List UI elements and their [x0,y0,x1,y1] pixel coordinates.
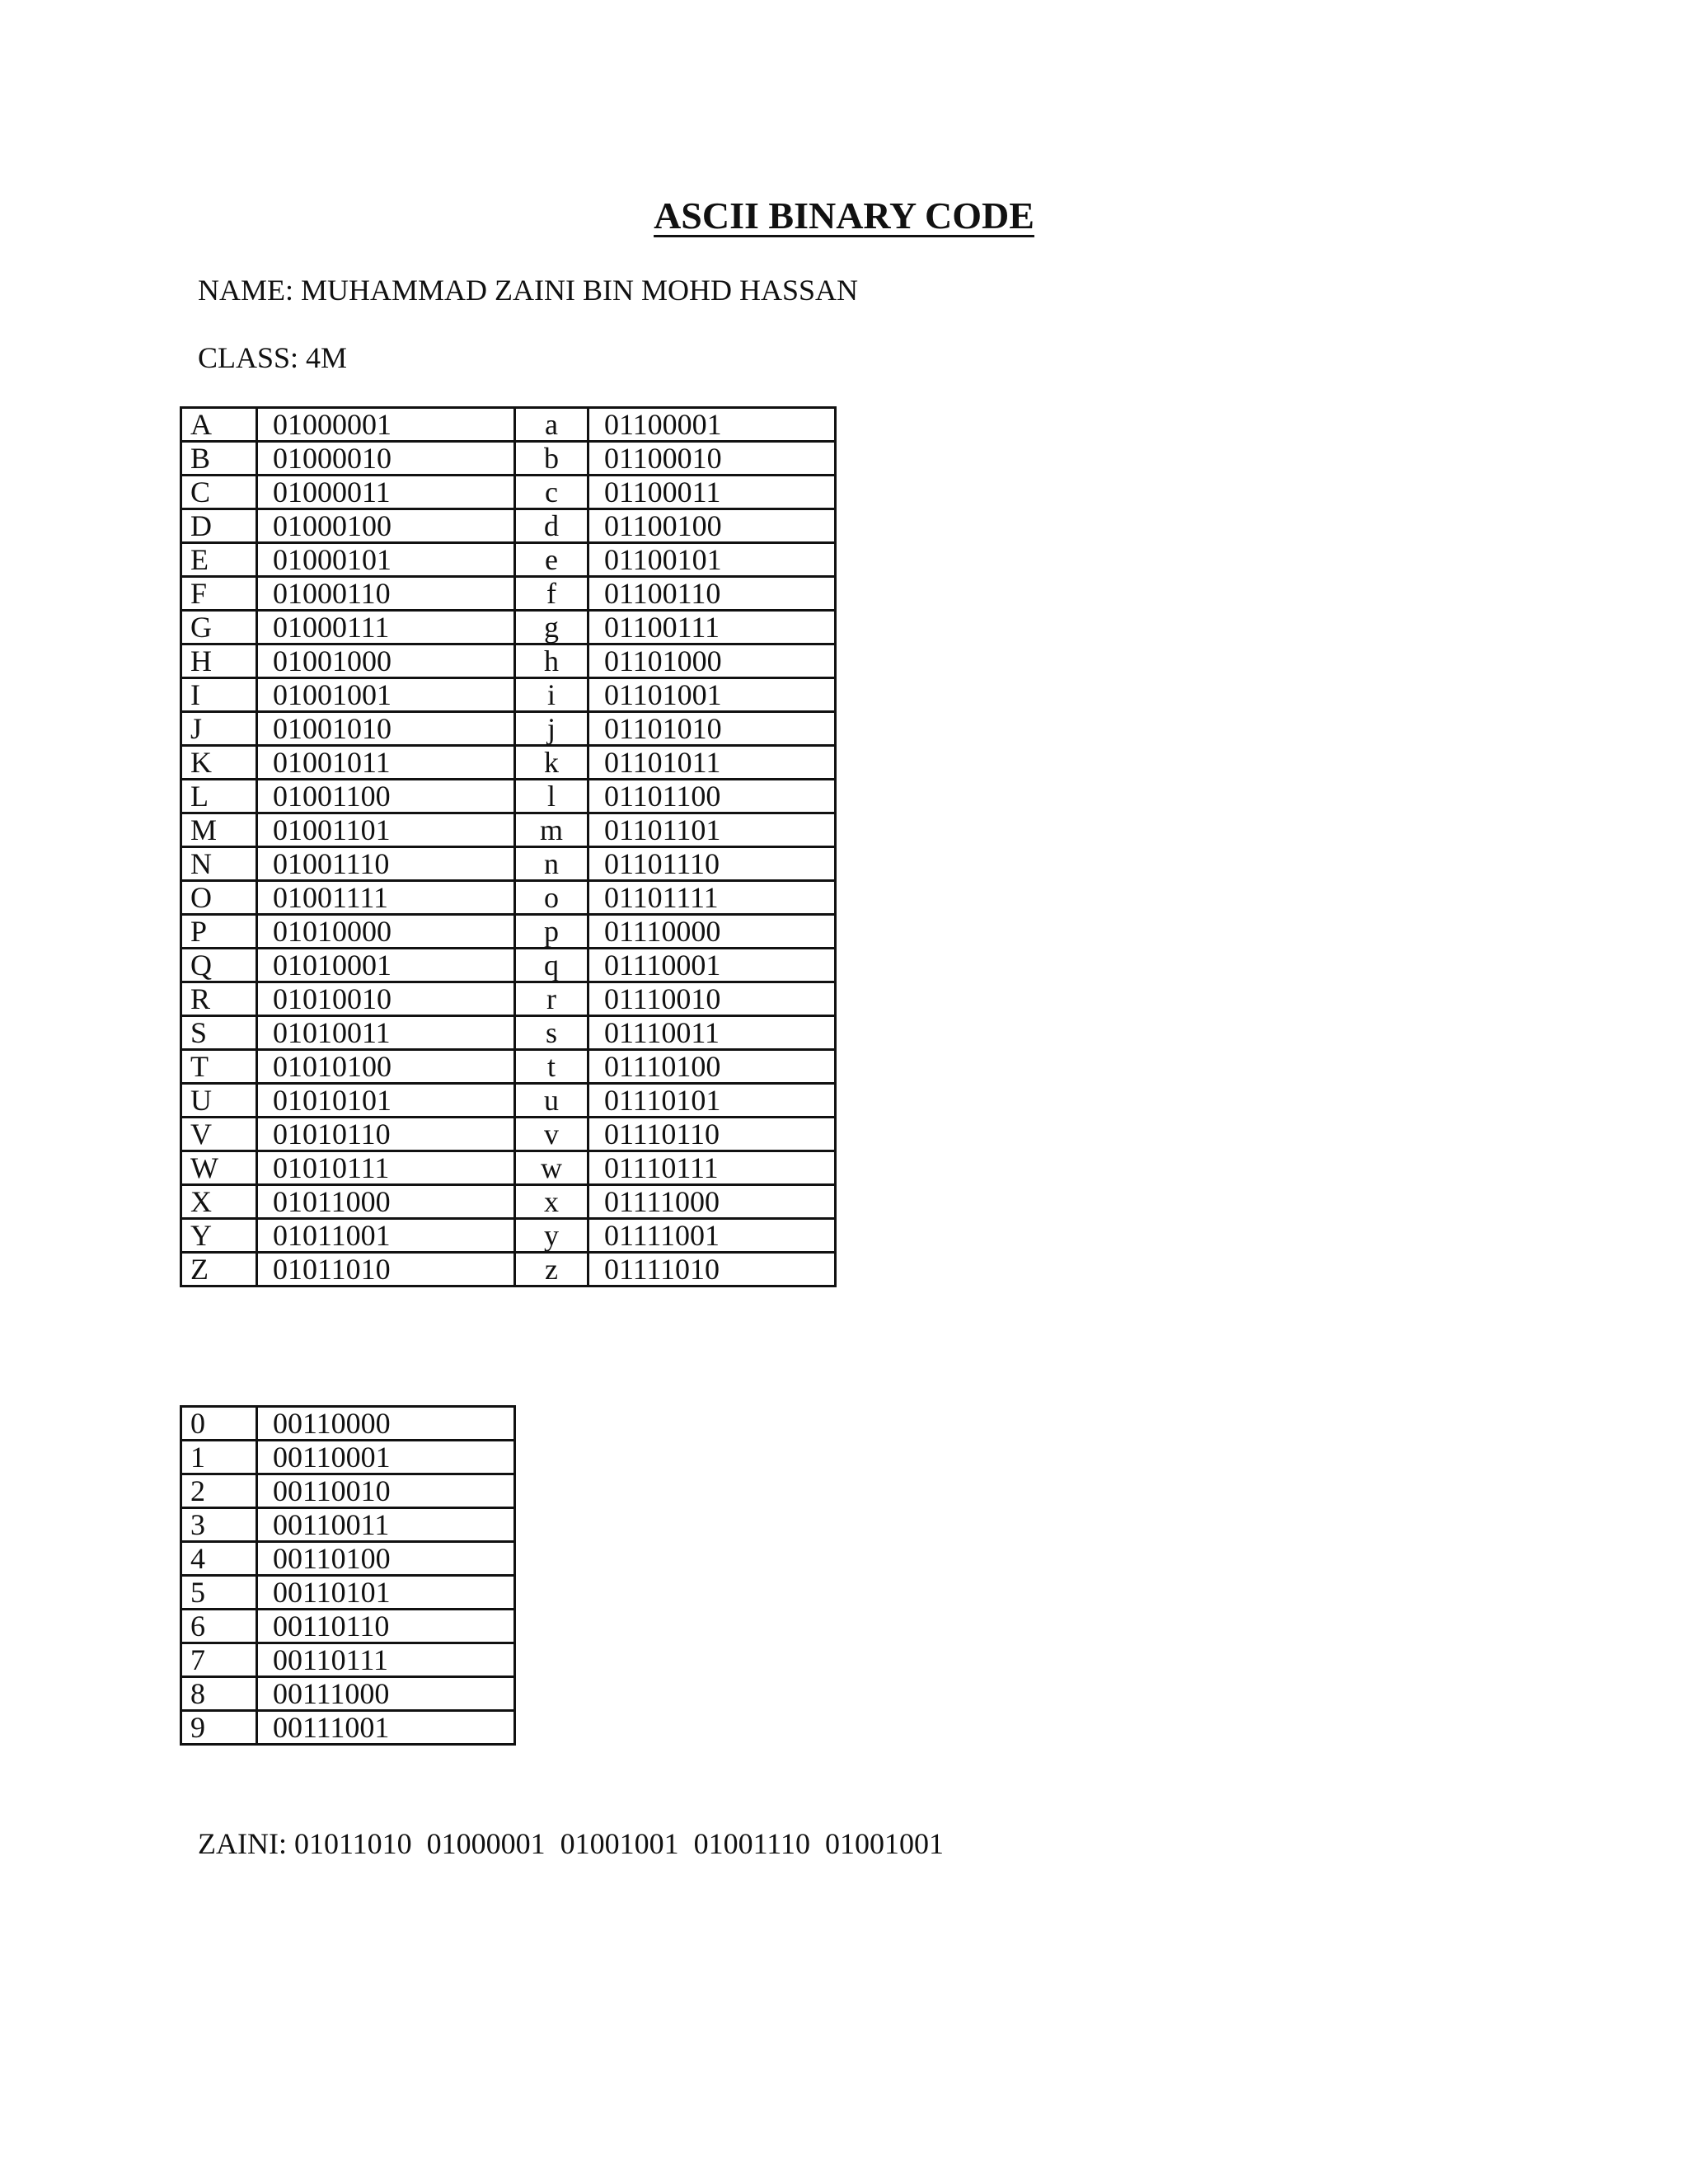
lowercase-code-cell: 01101100 [588,780,836,813]
lowercase-code-cell: 01100100 [588,509,836,543]
lowercase-code-cell: 01101101 [588,813,836,847]
uppercase-letter-cell: B [181,442,257,476]
digit-code-cell: 00110011 [257,1508,515,1542]
lowercase-letter-cell: r [515,982,588,1016]
table-row [181,1050,836,1084]
lowercase-code-cell: 01110010 [588,982,836,1016]
uppercase-letter-cell: K [181,746,257,780]
table-row [181,712,836,746]
table-row [181,408,836,442]
lowercase-code-cell: 01110101 [588,1084,836,1118]
lowercase-code-cell: 01100011 [588,476,836,509]
uppercase-code-cell: 01010010 [257,982,515,1016]
table-row [181,881,836,915]
page-title-text: ASCII BINARY CODE [654,194,1034,237]
lowercase-code-cell: 01111010 [588,1253,836,1286]
lowercase-code-cell: 01100111 [588,611,836,644]
lowercase-code-cell: 01101110 [588,847,836,881]
uppercase-letter-cell: E [181,543,257,577]
digit-code-cell: 00111000 [257,1677,515,1711]
uppercase-code-cell: 01010100 [257,1050,515,1084]
student-name: NAME: MUHAMMAD ZAINI BIN MOHD HASSAN [198,274,859,307]
digit-code-cell: 00110110 [257,1610,515,1643]
table-row [181,1643,515,1677]
table-row [181,1407,515,1441]
uppercase-letter-cell: Z [181,1253,257,1286]
table-row [181,1508,515,1542]
uppercase-code-cell: 01001101 [257,813,515,847]
lowercase-letter-cell: d [515,509,588,543]
digit-cell: 0 [181,1407,257,1441]
table-row [181,1576,515,1610]
lowercase-letter-cell: l [515,780,588,813]
uppercase-code-cell: 01001100 [257,780,515,813]
uppercase-code-cell: 01000101 [257,543,515,577]
uppercase-letter-cell: O [181,881,257,915]
lowercase-code-cell: 01111001 [588,1219,836,1253]
uppercase-code-cell: 01000111 [257,611,515,644]
uppercase-code-cell: 01010101 [257,1084,515,1118]
digit-cell: 1 [181,1441,257,1474]
table-row [181,1253,836,1286]
uppercase-letter-cell: L [181,780,257,813]
uppercase-letter-cell: J [181,712,257,746]
uppercase-letter-cell: I [181,678,257,712]
table-row [181,1084,836,1118]
lowercase-letter-cell: q [515,949,588,982]
lowercase-letter-cell: a [515,408,588,442]
uppercase-code-cell: 01010111 [257,1151,515,1185]
uppercase-letter-cell: R [181,982,257,1016]
uppercase-code-cell: 01000110 [257,577,515,611]
letters-binary-table [180,406,837,1287]
digit-code-cell: 00110101 [257,1576,515,1610]
table-row [181,780,836,813]
lowercase-letter-cell: j [515,712,588,746]
lowercase-code-cell: 01100101 [588,543,836,577]
uppercase-letter-cell: T [181,1050,257,1084]
lowercase-letter-cell: w [515,1151,588,1185]
lowercase-letter-cell: x [515,1185,588,1219]
lowercase-code-cell: 01101000 [588,644,836,678]
uppercase-code-cell: 01011010 [257,1253,515,1286]
table-row [181,442,836,476]
uppercase-code-cell: 01011000 [257,1185,515,1219]
uppercase-letter-cell: H [181,644,257,678]
digit-code-cell: 00110111 [257,1643,515,1677]
table-row [181,949,836,982]
table-row [181,509,836,543]
table-row [181,1016,836,1050]
lowercase-code-cell: 01111000 [588,1185,836,1219]
lowercase-code-cell: 01110000 [588,915,836,949]
uppercase-letter-cell: D [181,509,257,543]
uppercase-code-cell: 01000011 [257,476,515,509]
uppercase-letter-cell: W [181,1151,257,1185]
table-row [181,476,836,509]
digit-code-cell: 00110010 [257,1474,515,1508]
lowercase-letter-cell: m [515,813,588,847]
uppercase-letter-cell: M [181,813,257,847]
uppercase-code-cell: 01001111 [257,881,515,915]
lowercase-code-cell: 01101001 [588,678,836,712]
uppercase-letter-cell: V [181,1118,257,1151]
encoded-name-line: ZAINI: 01011010 01000001 01001001 01001110 01001001 [198,1827,944,1860]
table-row [181,678,836,712]
uppercase-letter-cell: G [181,611,257,644]
lowercase-letter-cell: t [515,1050,588,1084]
uppercase-letter-cell: Y [181,1219,257,1253]
digit-code-cell: 00111001 [257,1711,515,1745]
digit-cell: 6 [181,1610,257,1643]
table-row [181,847,836,881]
table-row [181,915,836,949]
uppercase-code-cell: 01000100 [257,509,515,543]
page-title [0,191,1688,241]
digit-cell: 3 [181,1508,257,1542]
uppercase-code-cell: 01010001 [257,949,515,982]
lowercase-letter-cell: b [515,442,588,476]
uppercase-letter-cell: X [181,1185,257,1219]
student-class: CLASS: 4M [198,341,348,374]
table-row [181,813,836,847]
lowercase-letter-cell: k [515,746,588,780]
table-row [181,1474,515,1508]
table-row [181,1677,515,1711]
table-row [181,1711,515,1745]
lowercase-letter-cell: g [515,611,588,644]
digit-code-cell: 00110001 [257,1441,515,1474]
lowercase-code-cell: 01110100 [588,1050,836,1084]
lowercase-letter-cell: y [515,1219,588,1253]
lowercase-letter-cell: i [515,678,588,712]
uppercase-code-cell: 01001010 [257,712,515,746]
lowercase-letter-cell: s [515,1016,588,1050]
uppercase-letter-cell: P [181,915,257,949]
digit-cell: 7 [181,1643,257,1677]
lowercase-letter-cell: e [515,543,588,577]
digit-code-cell: 00110100 [257,1542,515,1576]
digit-code-cell: 00110000 [257,1407,515,1441]
table-row [181,644,836,678]
table-row [181,543,836,577]
lowercase-letter-cell: f [515,577,588,611]
uppercase-code-cell: 01001011 [257,746,515,780]
lowercase-code-cell: 01100110 [588,577,836,611]
uppercase-letter-cell: A [181,408,257,442]
table-row [181,1185,836,1219]
lowercase-code-cell: 01100010 [588,442,836,476]
digit-cell: 5 [181,1576,257,1610]
lowercase-letter-cell: v [515,1118,588,1151]
lowercase-code-cell: 01100001 [588,408,836,442]
lowercase-letter-cell: c [515,476,588,509]
digits-binary-table [180,1405,516,1746]
lowercase-code-cell: 01101010 [588,712,836,746]
uppercase-code-cell: 01010110 [257,1118,515,1151]
lowercase-letter-cell: p [515,915,588,949]
table-row [181,1610,515,1643]
uppercase-letter-cell: S [181,1016,257,1050]
lowercase-code-cell: 01110111 [588,1151,836,1185]
table-row [181,1542,515,1576]
uppercase-code-cell: 01000010 [257,442,515,476]
uppercase-code-cell: 01011001 [257,1219,515,1253]
uppercase-code-cell: 01010000 [257,915,515,949]
uppercase-letter-cell: U [181,1084,257,1118]
lowercase-letter-cell: u [515,1084,588,1118]
digit-cell: 9 [181,1711,257,1745]
lowercase-code-cell: 01110001 [588,949,836,982]
uppercase-letter-cell: C [181,476,257,509]
table-row [181,982,836,1016]
table-row [181,1441,515,1474]
digit-cell: 4 [181,1542,257,1576]
table-row [181,611,836,644]
lowercase-letter-cell: z [515,1253,588,1286]
uppercase-letter-cell: Q [181,949,257,982]
uppercase-code-cell: 01000001 [257,408,515,442]
uppercase-code-cell: 01001001 [257,678,515,712]
table-row [181,577,836,611]
table-row [181,746,836,780]
table-row [181,1219,836,1253]
digit-cell: 2 [181,1474,257,1508]
table-row [181,1151,836,1185]
lowercase-letter-cell: h [515,644,588,678]
lowercase-letter-cell: n [515,847,588,881]
lowercase-code-cell: 01101011 [588,746,836,780]
uppercase-letter-cell: N [181,847,257,881]
uppercase-letter-cell: F [181,577,257,611]
lowercase-letter-cell: o [515,881,588,915]
lowercase-code-cell: 01101111 [588,881,836,915]
lowercase-code-cell: 01110110 [588,1118,836,1151]
uppercase-code-cell: 01001110 [257,847,515,881]
lowercase-code-cell: 01110011 [588,1016,836,1050]
table-row [181,1118,836,1151]
uppercase-code-cell: 01001000 [257,644,515,678]
uppercase-code-cell: 01010011 [257,1016,515,1050]
digit-cell: 8 [181,1677,257,1711]
